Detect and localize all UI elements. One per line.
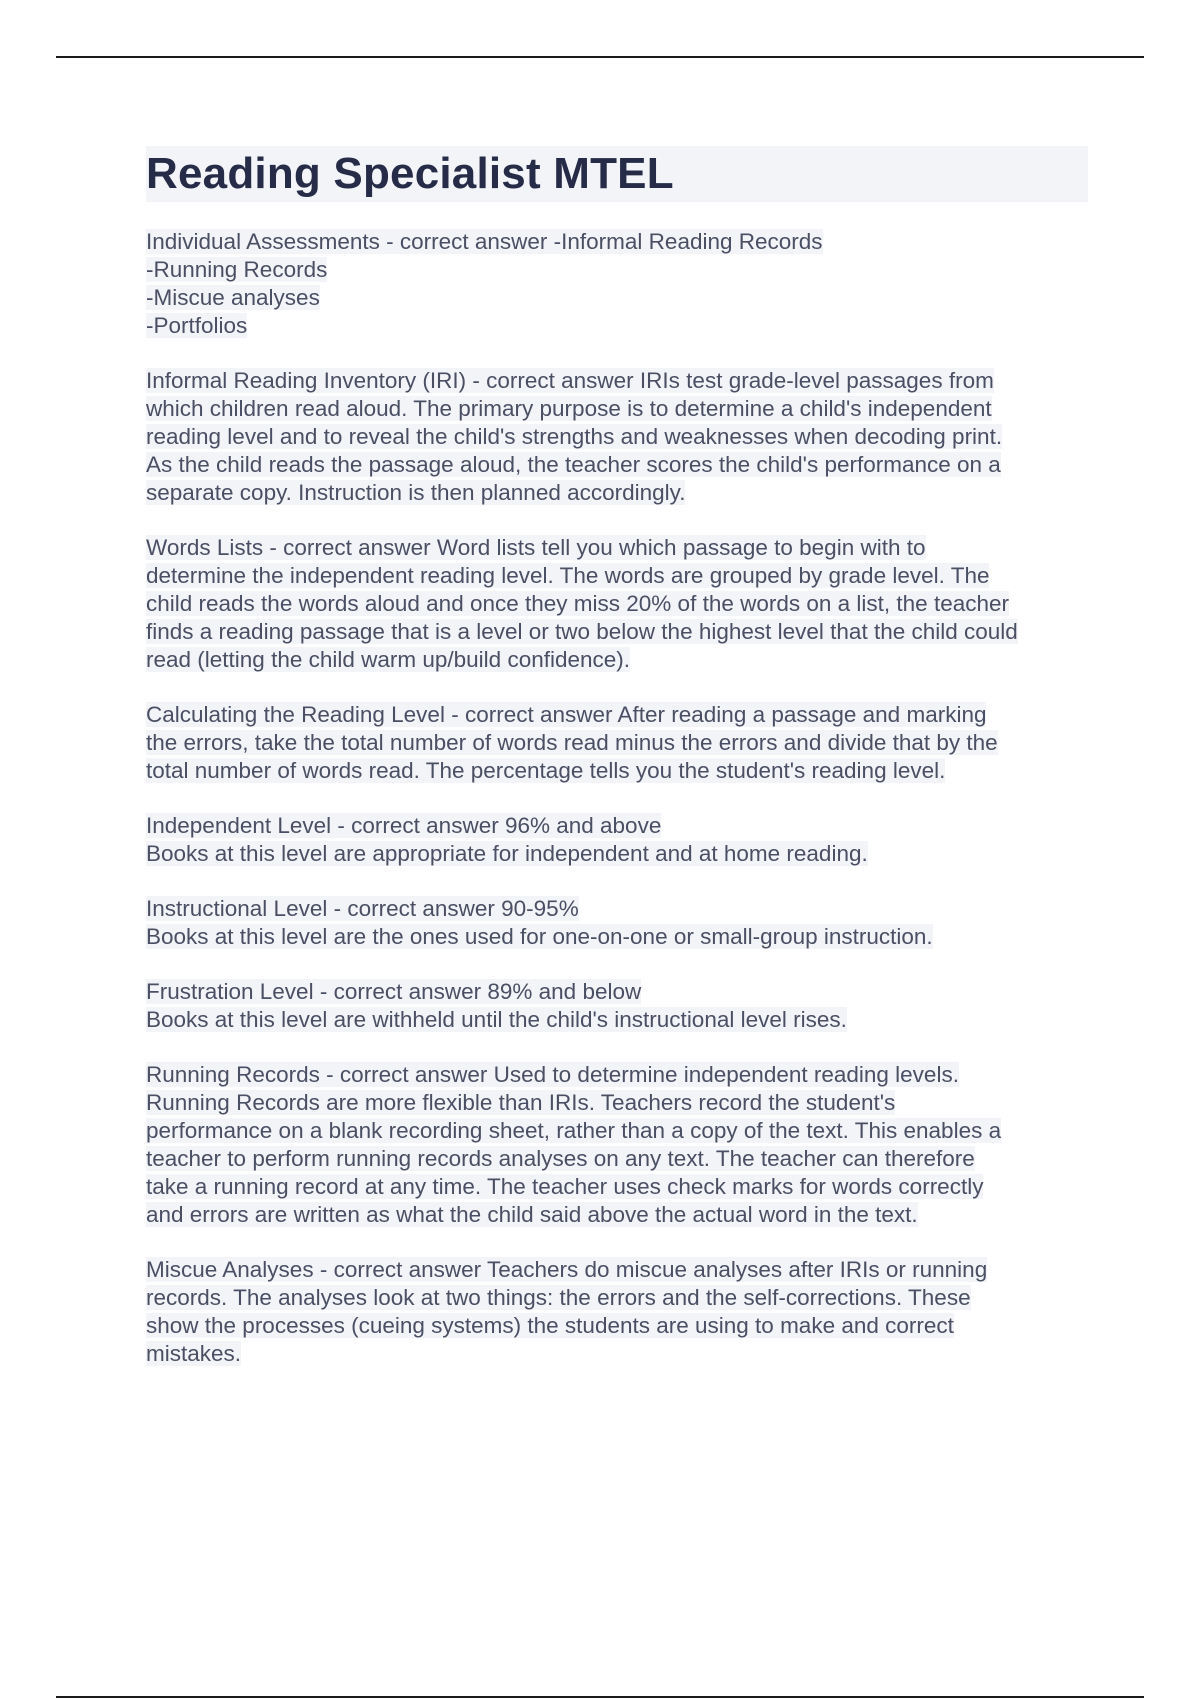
entry-line <box>146 701 1088 729</box>
entry-line-text: finds a reading passage that is a level or two below the highest level that the child could <box>146 619 1018 644</box>
qa-entry <box>146 1256 1088 1368</box>
qa-entry <box>146 978 1088 1034</box>
entry-line-text: As the child reads the passage aloud, the teacher scores the child's performance on a <box>146 452 1001 477</box>
title-band <box>146 146 1088 202</box>
entry-line <box>146 757 1088 785</box>
entry-line <box>146 1061 1088 1089</box>
entry-line <box>146 895 1088 923</box>
entry-line <box>146 1256 1088 1284</box>
entry-line-text: Independent Level - correct answer 96% and above <box>146 813 662 838</box>
entry-line-text: read (letting the child warm up/build confidence). <box>146 647 631 672</box>
entry-line-text: teacher to perform running records analyses on any text. The teacher can therefore <box>146 1146 975 1171</box>
entry-line-text: Miscue Analyses - correct answer Teachers do miscue analyses after IRIs or running <box>146 1257 988 1282</box>
entry-line-text: determine the independent reading level. The words are grouped by grade level. The <box>146 563 990 588</box>
entry-line <box>146 228 1088 256</box>
bottom-rule <box>56 1696 1144 1698</box>
entry-line <box>146 423 1088 451</box>
entry-line <box>146 1145 1088 1173</box>
entry-line <box>146 1006 1088 1034</box>
entry-line-text: Books at this level are withheld until the child's instructional level rises. <box>146 1007 847 1032</box>
entry-line-text: Instructional Level - correct answer 90-95% <box>146 896 579 921</box>
entry-line <box>146 590 1088 618</box>
entry-line-text: mistakes. <box>146 1341 242 1366</box>
entry-line <box>146 978 1088 1006</box>
qa-entry <box>146 228 1088 340</box>
entry-line <box>146 256 1088 284</box>
entry-line <box>146 367 1088 395</box>
entry-line <box>146 395 1088 423</box>
entry-line <box>146 1173 1088 1201</box>
qa-entry <box>146 895 1088 951</box>
entry-line <box>146 812 1088 840</box>
entry-line-text: separate copy. Instruction is then planned accordingly. <box>146 480 686 505</box>
document-title: Reading Specialist MTEL <box>146 149 674 198</box>
entry-line-text: Calculating the Reading Level - correct answer After reading a passage and marking <box>146 702 987 727</box>
entry-line <box>146 534 1088 562</box>
qa-entry <box>146 1061 1088 1229</box>
entry-line-text: Running Records are more flexible than IRIs. Teachers record the student's <box>146 1090 896 1115</box>
entry-line <box>146 646 1088 674</box>
entry-line <box>146 312 1088 340</box>
entry-line-text: take a running record at any time. The teacher uses check marks for words correctly <box>146 1174 984 1199</box>
entry-line <box>146 1201 1088 1229</box>
entry-line-text: show the processes (cueing systems) the students are using to make and correct <box>146 1313 954 1338</box>
entry-line <box>146 729 1088 757</box>
entry-line-text: child reads the words aloud and once they miss 20% of the words on a list, the teacher <box>146 591 1009 616</box>
entry-line-text: -Portfolios <box>146 313 248 338</box>
entry-line-text: total number of words read. The percentage tells you the student's reading level. <box>146 758 946 783</box>
entry-line <box>146 1284 1088 1312</box>
entry-line-text: Running Records - correct answer Used to determine independent reading levels. <box>146 1062 959 1087</box>
entry-line-text: and errors are written as what the child said above the actual word in the text. <box>146 1202 918 1227</box>
entry-line <box>146 923 1088 951</box>
qa-entry <box>146 812 1088 868</box>
entry-line <box>146 618 1088 646</box>
entry-line <box>146 451 1088 479</box>
entry-line-text: Individual Assessments - correct answer -Informal Reading Records <box>146 229 823 254</box>
document-body <box>146 146 1088 1395</box>
entry-line-text: -Running Records <box>146 257 328 282</box>
top-rule <box>56 56 1144 58</box>
entry-line <box>146 1117 1088 1145</box>
entry-line <box>146 479 1088 507</box>
qa-entry <box>146 367 1088 507</box>
entry-line <box>146 840 1088 868</box>
entry-line <box>146 1089 1088 1117</box>
entry-line-text: -Miscue analyses <box>146 285 320 310</box>
entry-line <box>146 1340 1088 1368</box>
entry-line-text: performance on a blank recording sheet, rather than a copy of the text. This enables a <box>146 1118 1002 1143</box>
entry-line-text: Books at this level are appropriate for independent and at home reading. <box>146 841 868 866</box>
entry-line <box>146 1312 1088 1340</box>
entries-list <box>146 228 1088 1368</box>
entry-line-text: the errors, take the total number of words read minus the errors and divide that by the <box>146 730 998 755</box>
qa-entry <box>146 701 1088 785</box>
entry-line-text: Words Lists - correct answer Word lists tell you which passage to begin with to <box>146 535 926 560</box>
entry-line-text: Books at this level are the ones used for one-on-one or small-group instruction. <box>146 924 933 949</box>
entry-line-text: Frustration Level - correct answer 89% and below <box>146 979 642 1004</box>
entry-line <box>146 562 1088 590</box>
entry-line <box>146 284 1088 312</box>
entry-line-text: records. The analyses look at two things: the errors and the self-corrections. These <box>146 1285 971 1310</box>
entry-line-text: Informal Reading Inventory (IRI) - correct answer IRIs test grade-level passages from <box>146 368 994 393</box>
entry-line-text: which children read aloud. The primary purpose is to determine a child's independent <box>146 396 992 421</box>
entry-line-text: reading level and to reveal the child's strengths and weaknesses when decoding print. <box>146 424 1003 449</box>
qa-entry <box>146 534 1088 674</box>
